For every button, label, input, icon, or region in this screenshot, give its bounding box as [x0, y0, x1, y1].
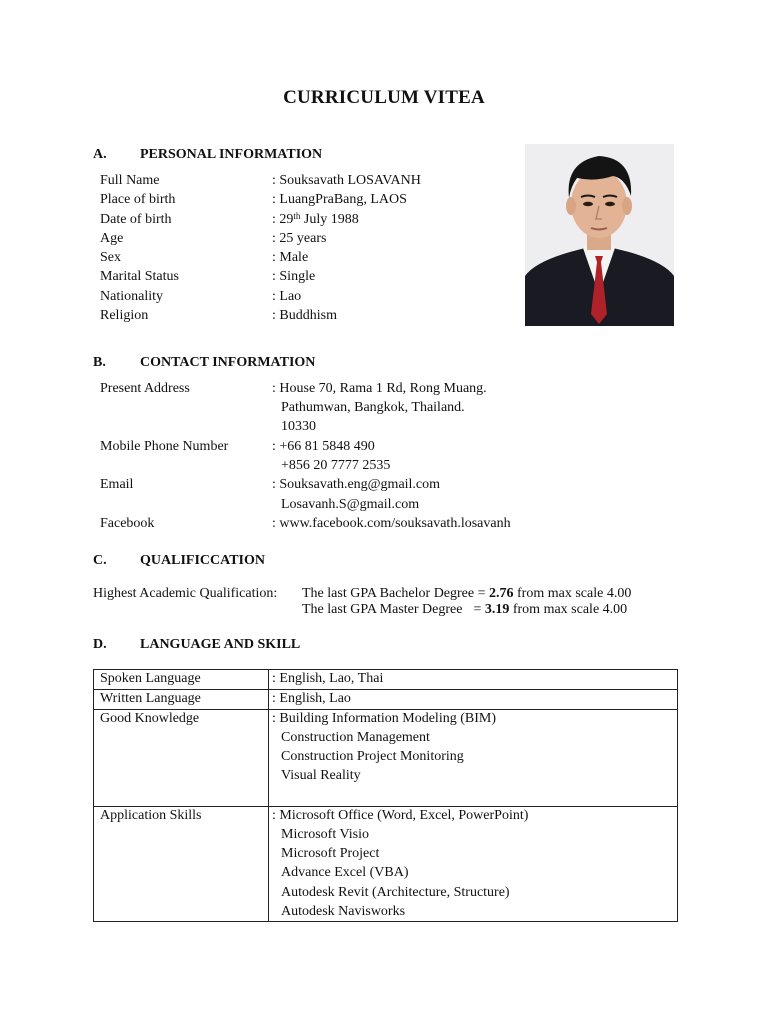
- section-d-title: LANGUAGE AND SKILL: [140, 637, 301, 652]
- application-skill-item: Microsoft Visio: [281, 827, 369, 842]
- address-line-3: 10330: [281, 419, 316, 434]
- section-b-title: CONTACT INFORMATION: [140, 355, 316, 370]
- master-suffix: from max scale 4.00: [512, 602, 628, 617]
- dob-ordinal: th: [293, 211, 301, 221]
- dob-month-year: July 1988: [300, 212, 359, 227]
- date-of-birth-label: Date of birth: [100, 212, 172, 227]
- document-title: CURRICULUM VITEA: [283, 87, 485, 108]
- email-line-2: Losavanh.S@gmail.com: [281, 497, 420, 512]
- phone-line-1: : +66 81 5848 490: [272, 439, 375, 454]
- section-c-letter: C.: [93, 553, 107, 568]
- religion-value: : Buddhism: [272, 308, 337, 323]
- master-prefix: The last GPA Master Degree: [302, 602, 463, 617]
- written-language-label: Written Language: [100, 691, 201, 706]
- phone-line-2: +856 20 7777 2535: [281, 458, 391, 473]
- section-d-letter: D.: [93, 637, 107, 652]
- age-label: Age: [100, 231, 124, 246]
- marital-status-value: : Single: [272, 269, 316, 284]
- place-of-birth-value: : LuangPraBang, LAOS: [272, 192, 407, 207]
- portrait-illustration: [525, 144, 674, 326]
- email-line-1: : Souksavath.eng@gmail.com: [272, 477, 441, 492]
- section-a-title: PERSONAL INFORMATION: [140, 147, 323, 162]
- table-column-divider: [268, 670, 269, 921]
- full-name-value: : Souksavath LOSAVANH: [272, 173, 421, 188]
- knowledge-item: : Building Information Modeling (BIM): [272, 711, 496, 726]
- bachelor-eq: =: [477, 586, 486, 601]
- knowledge-item: Construction Project Monitoring: [281, 749, 464, 764]
- application-skills-label: Application Skills: [100, 808, 202, 823]
- application-skill-item: Advance Excel (VBA): [281, 865, 409, 880]
- nationality-label: Nationality: [100, 289, 163, 304]
- dob-day: : 29: [272, 212, 294, 227]
- spoken-language-label: Spoken Language: [100, 671, 201, 686]
- nationality-value: : Lao: [272, 289, 302, 304]
- bachelor-gpa-line: [302, 585, 631, 602]
- section-c-title: QUALIFICCATION: [140, 553, 265, 568]
- sex-label: Sex: [100, 250, 121, 265]
- section-b-letter: B.: [93, 355, 106, 370]
- phone-label: Mobile Phone Number: [100, 439, 229, 454]
- bachelor-gpa: 2.76: [489, 586, 514, 601]
- profile-photo: [525, 144, 674, 326]
- address-label: Present Address: [100, 381, 190, 396]
- address-line-1: : House 70, Rama 1 Rd, Rong Muang.: [272, 381, 487, 396]
- application-skill-item: Microsoft Project: [281, 846, 380, 861]
- application-skill-item: : Microsoft Office (Word, Excel, PowerPoint): [272, 808, 529, 823]
- religion-label: Religion: [100, 308, 149, 323]
- sex-value: : Male: [272, 250, 309, 265]
- full-name-label: Full Name: [100, 173, 160, 188]
- master-gpa-line: [302, 601, 627, 618]
- email-label: Email: [100, 477, 134, 492]
- spoken-language-value: : English, Lao, Thai: [272, 671, 384, 686]
- knowledge-item: Construction Management: [281, 730, 430, 745]
- date-of-birth-value: [272, 211, 359, 228]
- address-line-2: Pathumwan, Bangkok, Thailand.: [281, 400, 465, 415]
- place-of-birth-label: Place of birth: [100, 192, 176, 207]
- application-skill-item: Autodesk Revit (Architecture, Structure): [281, 885, 510, 900]
- skills-table: [93, 669, 678, 922]
- bachelor-prefix: The last GPA Bachelor Degree: [302, 586, 475, 601]
- marital-status-label: Marital Status: [100, 269, 179, 284]
- master-eq: =: [473, 602, 482, 617]
- written-language-value: : English, Lao: [272, 691, 351, 706]
- bachelor-suffix: from max scale 4.00: [517, 586, 632, 601]
- age-value: : 25 years: [272, 231, 327, 246]
- master-gpa: 3.19: [484, 602, 510, 617]
- facebook-label: Facebook: [100, 516, 155, 531]
- facebook-value: : www.facebook.com/souksavath.losavanh: [272, 516, 511, 531]
- knowledge-item: Visual Reality: [281, 768, 361, 783]
- qualification-label: Highest Academic Qualification:: [93, 586, 278, 601]
- good-knowledge-label: Good Knowledge: [100, 711, 200, 726]
- section-a-letter: A.: [93, 147, 107, 162]
- application-skill-item: Autodesk Navisworks: [281, 904, 406, 919]
